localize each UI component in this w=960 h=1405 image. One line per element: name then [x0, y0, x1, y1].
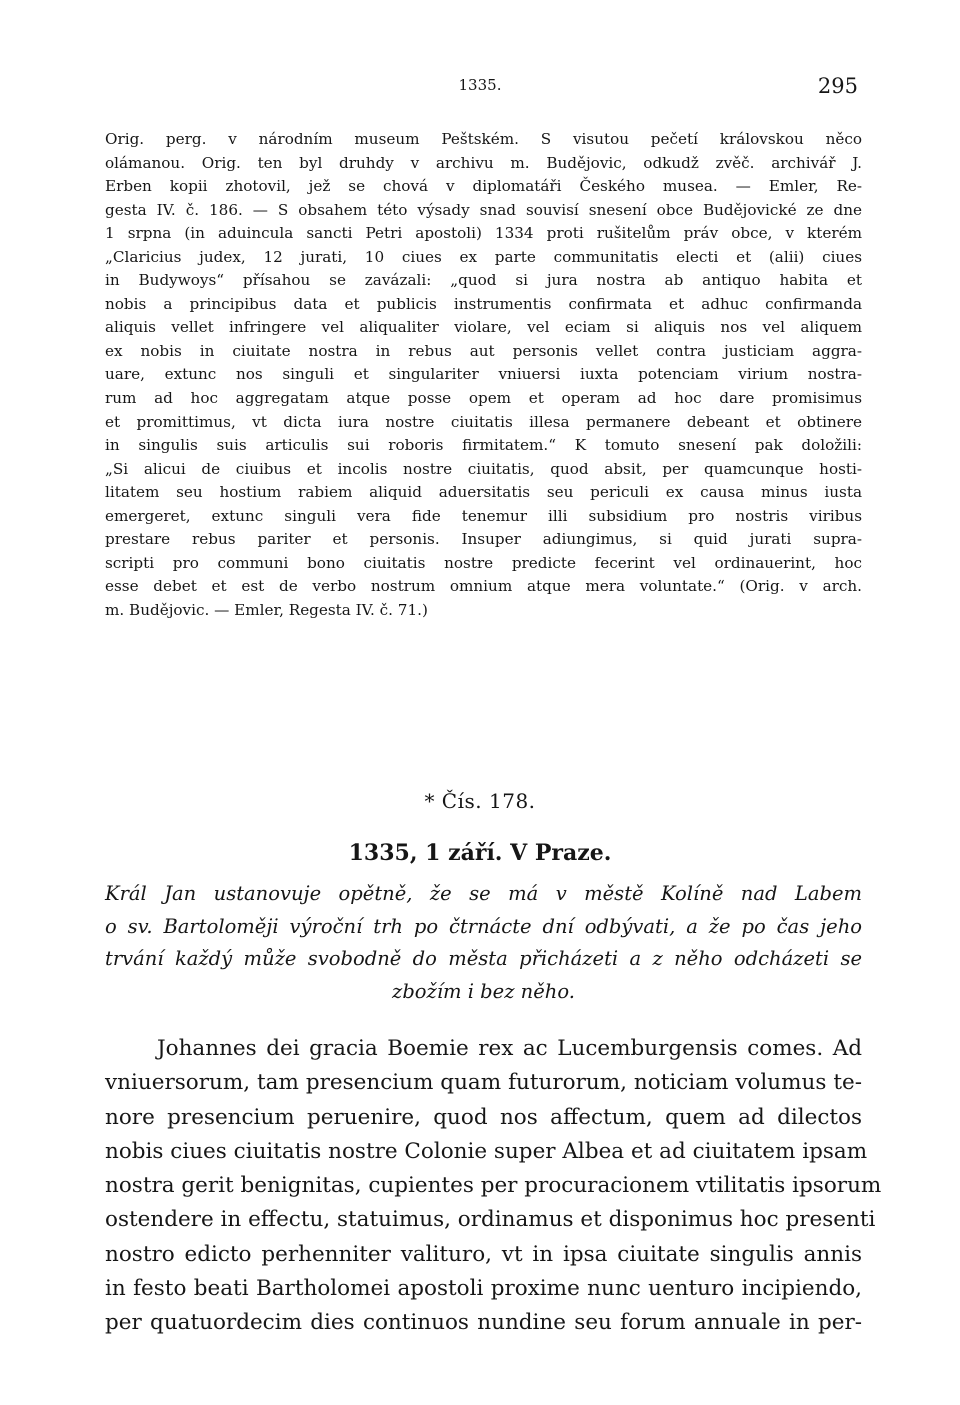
summary-line: o sv. Bartoloměji výroční trh po čtrnácte dní odbývati, a že po čas jeho — [105, 914, 862, 938]
charter-line: per quatuordecim dies continuos nundine seu forum annuale in per- — [105, 1310, 862, 1336]
note-line: esse debet et est de verbo nostrum omnium atque mera voluntate.“ (Orig. v arch. — [105, 577, 862, 596]
note-line: Orig. perg. v národním museum Peštském. S visutou pečetí královskou něco — [105, 130, 862, 148]
note-line: in singulis suis articulis sui roboris firmitatem.“ K tomuto snesení pak doložili: — [105, 436, 862, 455]
charter-line: Johannes dei gracia Boemie rex ac Lucemburgensis comes. Ad — [157, 1036, 862, 1061]
page-header — [0, 76, 960, 100]
charter-line: nore presencium peruenire, quod nos affectum, quem ad dilectos — [105, 1104, 862, 1130]
note-line: „Claricius judex, 12 jurati, 10 ciues ex parte communitatis electi et (alii) ciues — [105, 247, 862, 266]
charter-line: nobis ciues ciuitatis nostre Colonie super Albea et ad ciuitatem ipsam — [105, 1138, 868, 1164]
footnote-block — [105, 128, 862, 622]
note-line: uare, extunc nos singuli et singulariter vniuersi iuxta potenciam virium nostra- — [105, 365, 862, 384]
document-number: * Čís. 178. — [424, 789, 536, 813]
page-number: 295 — [817, 74, 858, 98]
note-line: Erben kopii zhotovil, jež se chová v diplomatáři Českého musea. — Emler, Re- — [105, 177, 862, 196]
note-line: prestare rebus pariter et personis. Insuper adiungimus, si quid jurati supra- — [105, 530, 862, 549]
charter-line: in festo beati Bartholomei apostoli proxime nunc uenturo incipiendo, — [105, 1276, 862, 1302]
summary-line: trvání každý může svobodně do města přicházeti a z něho odcházeti se — [105, 947, 862, 970]
note-line: et promittimus, vt dicta iura nostre ciuitatis illesa permanere debeant et obtinere — [105, 412, 862, 431]
note-line: 1 srpna (in aduincula sancti Petri apostoli) 1334 proti rušitelům práv obce, v kterém — [105, 224, 862, 243]
summary-line: zbožím i bez něho. — [392, 979, 575, 1003]
running-head-year: 1335. — [458, 76, 502, 94]
note-line: rum ad hoc aggregatam atque posse opem et operam ad hoc dare promisimus — [105, 389, 862, 408]
note-line: in Budywoys“ přísahou se zavázali: „quod si jura nostra ab antiquo habita et — [105, 271, 862, 290]
charter-line: nostro edicto perhenniter valituro, vt in ipsa ciuitate singulis annis — [105, 1241, 862, 1267]
note-line: nobis a principibus data et publicis instrumentis confirmata et adhuc confirmanda — [105, 294, 862, 313]
document-summary — [105, 878, 862, 1008]
note-line: aliquis vellet infringere vel aliqualiter violare, vel eciam si aliquis nos vel aliquem — [105, 318, 862, 337]
document-date-heading: 1335, 1 září. V Praze. — [348, 840, 612, 866]
note-line: emergeret, extunc singuli vera fide tenemur illi subsidium pro nostris viribus — [105, 506, 862, 525]
charter-text — [105, 1032, 882, 1341]
summary-line: Král Jan ustanovuje opětně, že se má v městě Kolíně nad Labem — [105, 882, 862, 905]
note-line: litatem seu hostium rabiem aliquid aduersitatis seu periculi ex causa minus iusta — [105, 483, 862, 502]
charter-line: ostendere in effectu, statuimus, ordinamus et disponimus hoc presenti — [105, 1207, 876, 1233]
note-line: gesta IV. č. 186. — S obsahem této výsady snad souvisí snesení obce Budějovické ze dne — [105, 200, 862, 219]
note-line: ex nobis in ciuitate nostra in rebus aut personis vellet contra justiciam aggra- — [105, 341, 862, 360]
charter-line: nostra gerit benignitas, cupientes per procuracionem vtilitatis ipsorum — [105, 1173, 882, 1199]
charter-line: vniuersorum, tam presencium quam futurorum, noticiam volumus te- — [105, 1070, 862, 1096]
note-line: scripti pro communi bono ciuitatis nostre predicte fecerint vel ordinauerint, hoc — [105, 553, 862, 572]
note-line: m. Budějovic. — Emler, Regesta IV. č. 71.) — [105, 600, 428, 619]
note-line: olámanou. Orig. ten byl druhdy v archivu m. Budějovic, odkudž zvěč. archivář J. — [105, 153, 862, 172]
note-line: „Si alicui de ciuibus et incolis nostre ciuitatis, quod absit, per quamcunque hosti- — [105, 459, 862, 478]
